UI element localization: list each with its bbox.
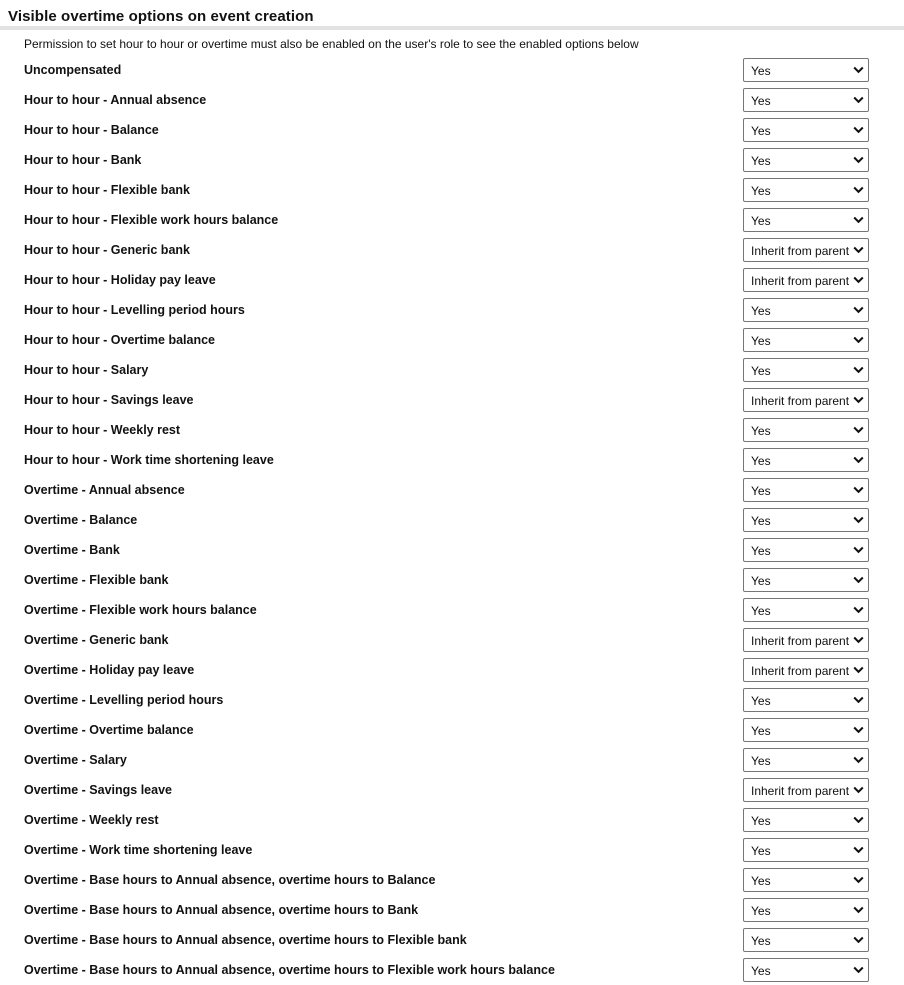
option-select[interactable]	[743, 58, 869, 82]
option-select[interactable]	[743, 148, 869, 172]
option-select[interactable]	[743, 928, 869, 952]
chevron-down-icon	[853, 186, 864, 194]
option-label: Overtime - Base hours to Annual absence, overtime hours to Flexible work hours balance	[24, 963, 555, 977]
option-row	[0, 835, 904, 865]
option-label: Hour to hour - Savings leave	[24, 393, 194, 407]
option-label: Overtime - Base hours to Annual absence, overtime hours to Bank	[24, 903, 419, 917]
chevron-down-icon	[853, 906, 864, 914]
option-label: Overtime - Bank	[24, 543, 120, 557]
chevron-down-icon	[853, 246, 864, 254]
option-select[interactable]	[743, 238, 869, 262]
option-select[interactable]	[743, 568, 869, 592]
option-label: Hour to hour - Work time shortening leave	[24, 453, 274, 467]
option-row	[0, 715, 904, 745]
section-header	[0, 0, 904, 30]
option-select[interactable]	[743, 748, 869, 772]
option-label: Overtime - Balance	[24, 513, 138, 527]
option-label: Hour to hour - Balance	[24, 123, 159, 137]
chevron-down-icon	[853, 816, 864, 824]
option-label: Overtime - Savings leave	[24, 783, 172, 797]
option-select-value: Yes	[751, 124, 771, 138]
option-select-value: Yes	[751, 184, 771, 198]
option-select-value: Yes	[751, 604, 771, 618]
option-select-value: Inherit from parent	[751, 664, 850, 678]
option-label: Hour to hour - Bank	[24, 153, 142, 167]
option-select-value: Inherit from parent	[751, 784, 850, 798]
option-row	[0, 805, 904, 835]
option-select-value: Yes	[751, 94, 771, 108]
chevron-down-icon	[853, 366, 864, 374]
option-row	[0, 625, 904, 655]
chevron-down-icon	[853, 786, 864, 794]
option-select-value: Yes	[751, 724, 771, 738]
chevron-down-icon	[853, 66, 864, 74]
option-row	[0, 235, 904, 265]
option-select-value: Yes	[751, 514, 771, 528]
chevron-down-icon	[853, 426, 864, 434]
chevron-down-icon	[853, 516, 864, 524]
option-label: Hour to hour - Annual absence	[24, 93, 207, 107]
option-select-value: Inherit from parent	[751, 274, 850, 288]
option-select-value: Yes	[751, 874, 771, 888]
chevron-down-icon	[853, 96, 864, 104]
option-row	[0, 55, 904, 85]
chevron-down-icon	[853, 636, 864, 644]
option-select-value: Yes	[751, 814, 771, 828]
option-label: Hour to hour - Overtime balance	[24, 333, 216, 347]
chevron-down-icon	[853, 936, 864, 944]
option-select[interactable]	[743, 778, 869, 802]
option-select[interactable]	[743, 688, 869, 712]
chevron-down-icon	[853, 216, 864, 224]
option-select[interactable]	[743, 808, 869, 832]
option-select-value: Inherit from parent	[751, 394, 850, 408]
chevron-down-icon	[853, 126, 864, 134]
option-select-value: Yes	[751, 364, 771, 378]
option-select[interactable]	[743, 538, 869, 562]
option-select[interactable]	[743, 628, 869, 652]
option-select-value: Yes	[751, 484, 771, 498]
option-row	[0, 535, 904, 565]
option-select-value: Yes	[751, 454, 771, 468]
option-row	[0, 685, 904, 715]
option-select[interactable]	[743, 88, 869, 112]
chevron-down-icon	[853, 306, 864, 314]
chevron-down-icon	[853, 396, 864, 404]
option-select[interactable]	[743, 838, 869, 862]
option-row	[0, 145, 904, 175]
option-row	[0, 385, 904, 415]
option-label: Overtime - Annual absence	[24, 483, 185, 497]
option-select-value: Yes	[751, 154, 771, 168]
option-row	[0, 205, 904, 235]
section-description: Permission to set hour to hour or overtime must also be enabled on the user's role to see the enabled options below	[24, 37, 639, 51]
option-label: Overtime - Weekly rest	[24, 813, 159, 827]
option-row	[0, 295, 904, 325]
option-select[interactable]	[743, 508, 869, 532]
option-select-value: Yes	[751, 424, 771, 438]
option-row	[0, 505, 904, 535]
option-select-value: Yes	[751, 934, 771, 948]
option-label: Hour to hour - Generic bank	[24, 243, 190, 257]
option-select-value: Yes	[751, 544, 771, 558]
option-row	[0, 115, 904, 145]
option-select-value: Yes	[751, 904, 771, 918]
option-label: Hour to hour - Flexible bank	[24, 183, 190, 197]
option-row	[0, 955, 904, 985]
option-label: Overtime - Base hours to Annual absence, overtime hours to Balance	[24, 873, 436, 887]
option-row	[0, 745, 904, 775]
option-select-value: Yes	[751, 964, 771, 978]
option-select-value: Yes	[751, 844, 771, 858]
chevron-down-icon	[853, 726, 864, 734]
option-select[interactable]	[743, 658, 869, 682]
chevron-down-icon	[853, 456, 864, 464]
option-select[interactable]	[743, 328, 869, 352]
option-select[interactable]	[743, 178, 869, 202]
option-row	[0, 415, 904, 445]
option-row	[0, 865, 904, 895]
option-select[interactable]	[743, 388, 869, 412]
option-row	[0, 925, 904, 955]
chevron-down-icon	[853, 966, 864, 974]
option-select-value: Yes	[751, 754, 771, 768]
option-label: Overtime - Work time shortening leave	[24, 843, 253, 857]
option-select[interactable]	[743, 718, 869, 742]
option-select-value: Yes	[751, 334, 771, 348]
option-select[interactable]	[743, 208, 869, 232]
option-row	[0, 595, 904, 625]
option-row	[0, 775, 904, 805]
options-list	[0, 55, 904, 985]
option-select[interactable]	[743, 868, 869, 892]
option-label: Overtime - Base hours to Annual absence, overtime hours to Flexible bank	[24, 933, 467, 947]
option-select[interactable]	[743, 958, 869, 982]
option-select[interactable]	[743, 898, 869, 922]
option-select-value: Yes	[751, 214, 771, 228]
option-row	[0, 355, 904, 385]
chevron-down-icon	[853, 876, 864, 884]
option-row	[0, 325, 904, 355]
option-select[interactable]	[743, 478, 869, 502]
option-select[interactable]	[743, 448, 869, 472]
chevron-down-icon	[853, 276, 864, 284]
chevron-down-icon	[853, 666, 864, 674]
chevron-down-icon	[853, 696, 864, 704]
option-row	[0, 175, 904, 205]
option-select[interactable]	[743, 118, 869, 142]
option-label: Hour to hour - Weekly rest	[24, 423, 181, 437]
chevron-down-icon	[853, 576, 864, 584]
option-row	[0, 895, 904, 925]
option-row	[0, 475, 904, 505]
option-label: Hour to hour - Salary	[24, 363, 149, 377]
chevron-down-icon	[853, 156, 864, 164]
option-label: Hour to hour - Holiday pay leave	[24, 273, 216, 287]
option-select-value: Yes	[751, 304, 771, 318]
option-row	[0, 565, 904, 595]
chevron-down-icon	[853, 486, 864, 494]
option-label: Overtime - Salary	[24, 753, 127, 767]
option-row	[0, 655, 904, 685]
option-label: Overtime - Generic bank	[24, 633, 169, 647]
option-select-value: Yes	[751, 694, 771, 708]
option-row	[0, 265, 904, 295]
option-label: Overtime - Overtime balance	[24, 723, 194, 737]
option-row	[0, 445, 904, 475]
option-row	[0, 85, 904, 115]
option-label: Hour to hour - Flexible work hours balance	[24, 213, 279, 227]
chevron-down-icon	[853, 756, 864, 764]
chevron-down-icon	[853, 336, 864, 344]
option-select-value: Yes	[751, 574, 771, 588]
section-title: Visible overtime options on event creation	[8, 8, 314, 25]
chevron-down-icon	[853, 606, 864, 614]
option-label: Overtime - Flexible work hours balance	[24, 603, 257, 617]
chevron-down-icon	[853, 846, 864, 854]
option-select[interactable]	[743, 598, 869, 622]
option-select[interactable]	[743, 298, 869, 322]
option-select-value: Inherit from parent	[751, 634, 850, 648]
option-select-value: Inherit from parent	[751, 244, 850, 258]
option-label: Overtime - Levelling period hours	[24, 693, 224, 707]
option-label: Uncompensated	[24, 63, 122, 77]
option-select[interactable]	[743, 418, 869, 442]
chevron-down-icon	[853, 546, 864, 554]
option-select[interactable]	[743, 268, 869, 292]
option-label: Overtime - Flexible bank	[24, 573, 169, 587]
option-select-value: Yes	[751, 64, 771, 78]
option-select[interactable]	[743, 358, 869, 382]
option-label: Overtime - Holiday pay leave	[24, 663, 195, 677]
option-label: Hour to hour - Levelling period hours	[24, 303, 245, 317]
